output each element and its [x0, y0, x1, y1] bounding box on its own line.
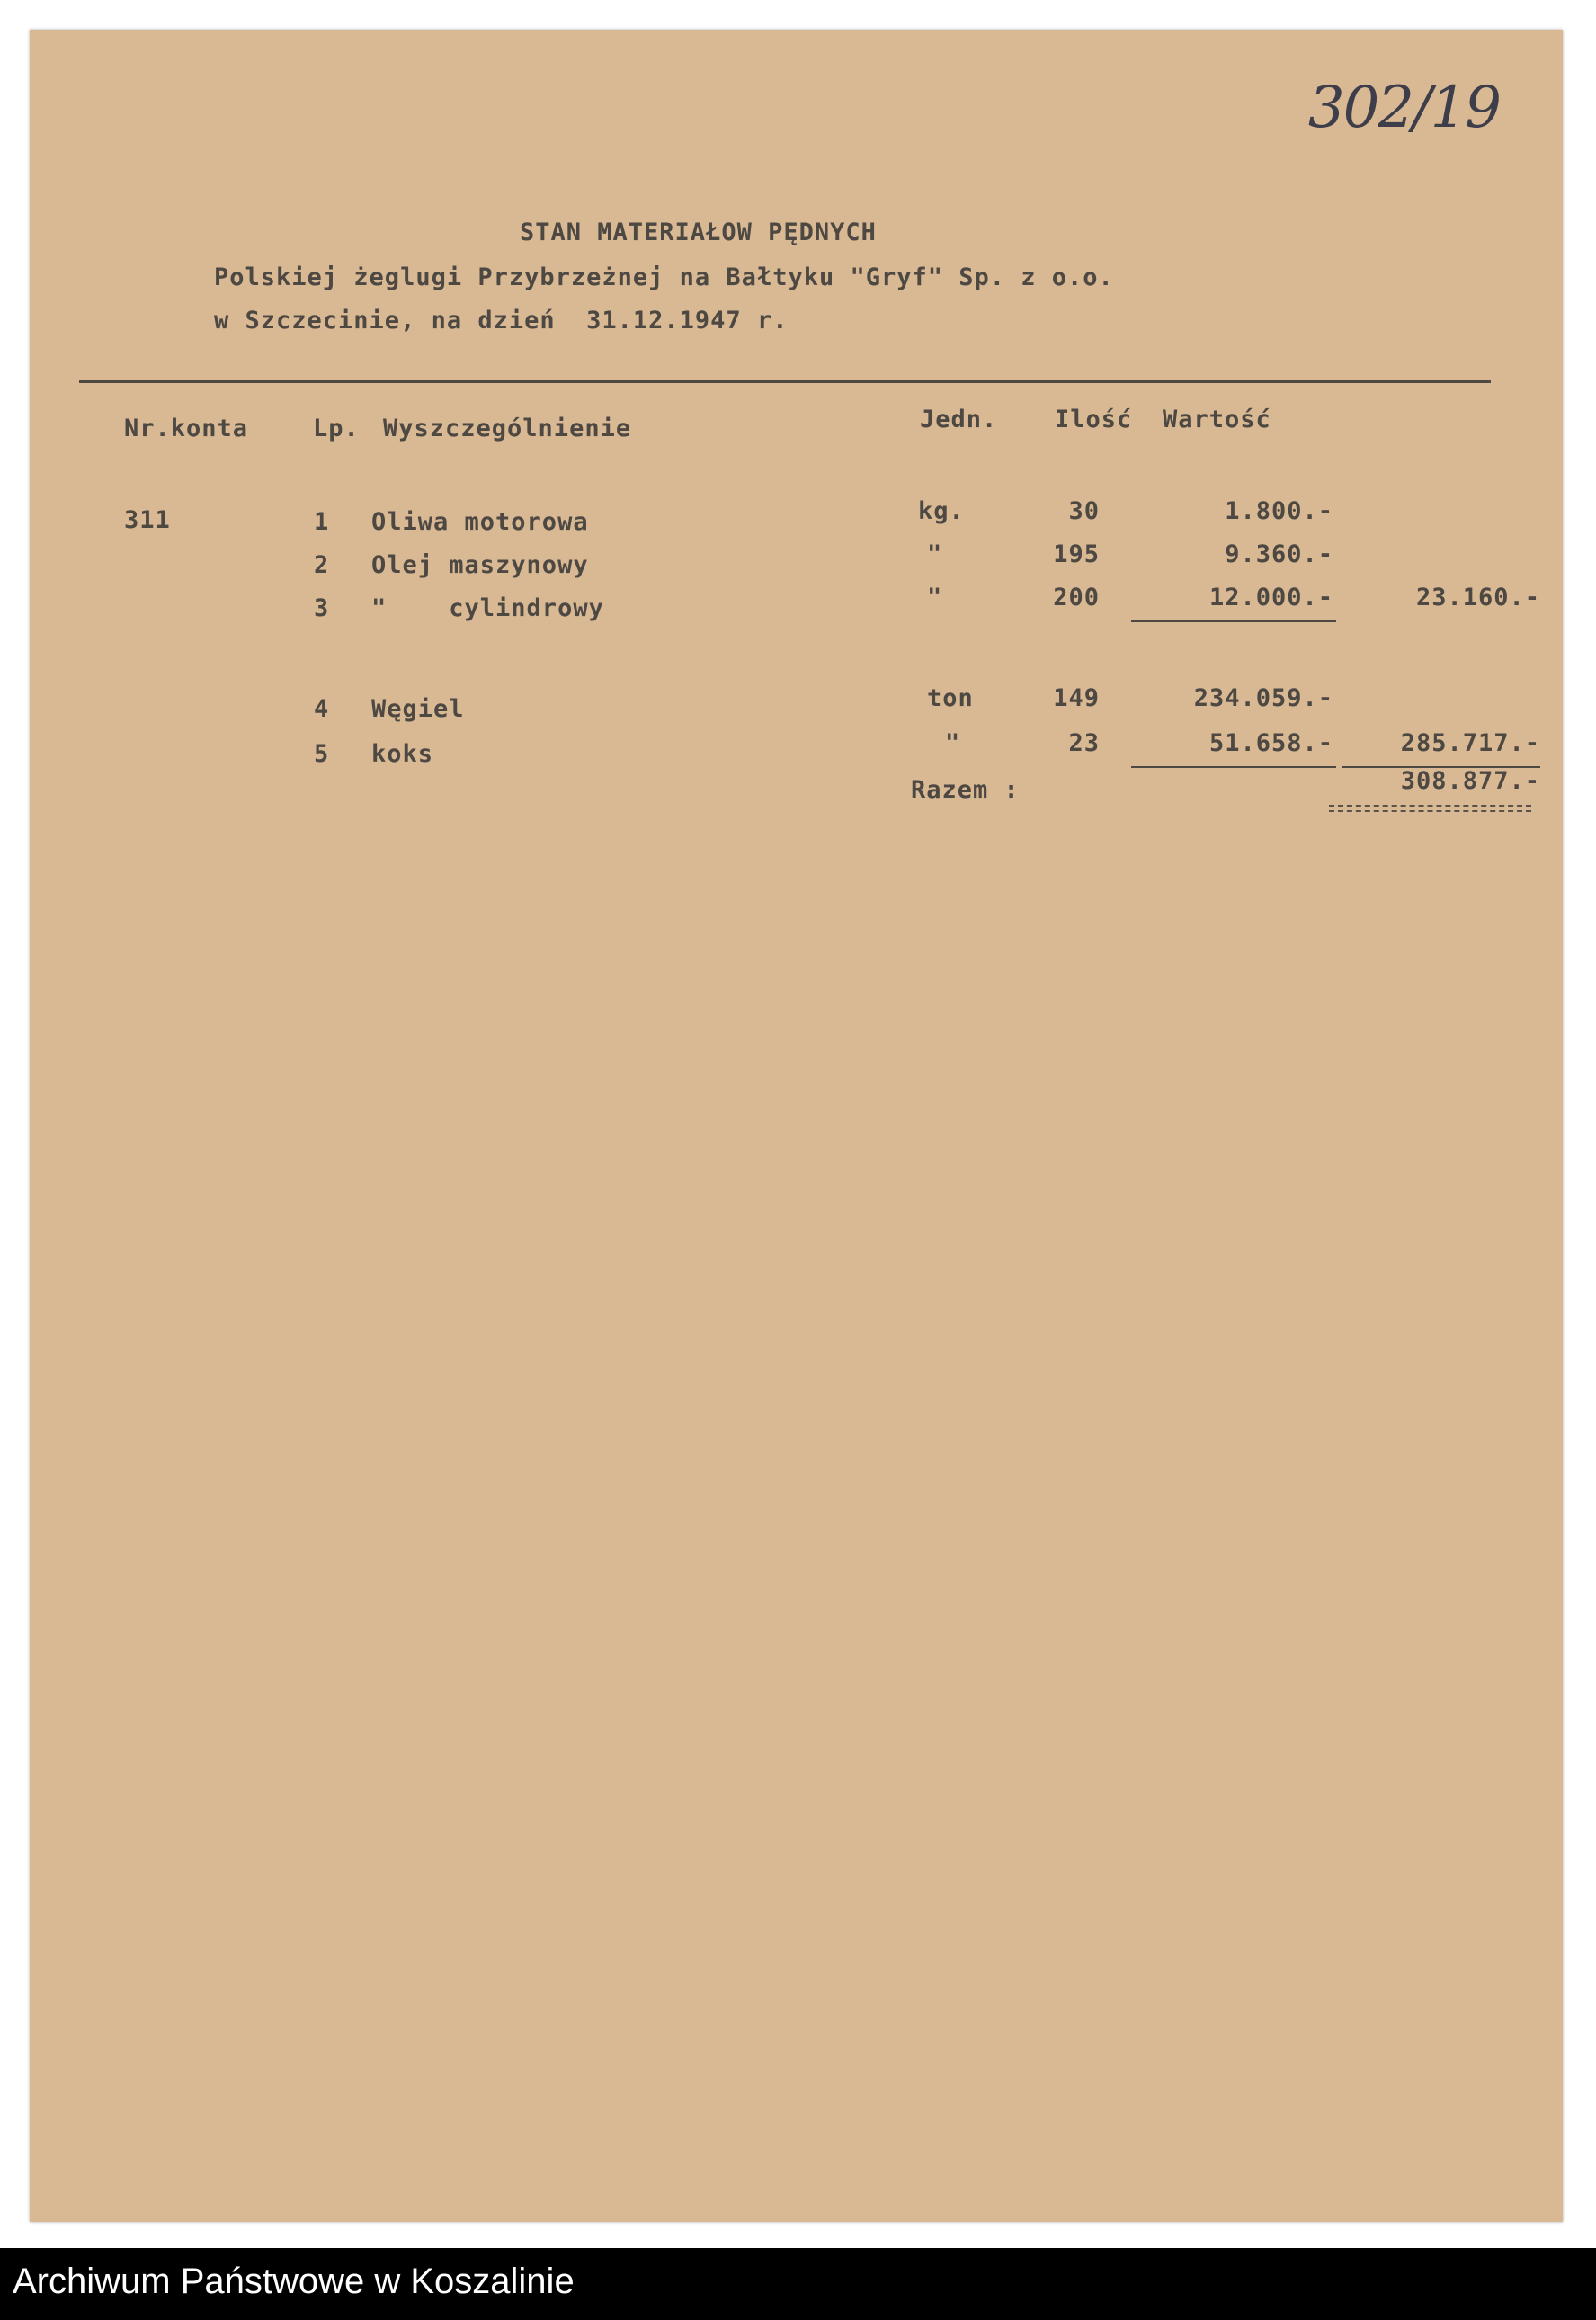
- row-3-unit: ": [927, 584, 943, 611]
- value-underline-2: [1131, 766, 1336, 768]
- document-title: STAN MATERIAŁOW PĘDNYCH: [520, 219, 877, 246]
- row-2-unit: ": [927, 540, 943, 568]
- row-5-unit: ": [945, 729, 961, 757]
- row-2-item: Olej maszynowy: [371, 551, 589, 579]
- row-1-unit: kg.: [918, 497, 965, 525]
- document-subtitle-line2: w Szczecinie, na dzień 31.12.1947 r.: [214, 307, 789, 335]
- row-4-value: 234.059.-: [1193, 684, 1333, 712]
- row-4-item: Węgiel: [371, 695, 465, 723]
- row-5-subtotal: 285.717.-: [1400, 729, 1540, 757]
- row-1-qty: 30: [1068, 497, 1100, 525]
- row-2-value: 9.360.-: [1225, 540, 1333, 568]
- row-5-value: 51.658.-: [1208, 729, 1333, 757]
- row-4-no: 4: [314, 695, 330, 723]
- total-label: Razem :: [911, 776, 1020, 804]
- total-double-underline: [1329, 805, 1531, 812]
- account-number: 311: [124, 506, 171, 534]
- row-4-qty: 149: [1053, 684, 1100, 712]
- archive-footer-bar: [0, 2248, 1596, 2320]
- row-2-qty: 195: [1053, 540, 1100, 568]
- row-2-no: 2: [314, 551, 330, 579]
- row-1-no: 1: [314, 508, 330, 536]
- document-page: [30, 30, 1563, 2222]
- row-5-qty: 23: [1068, 729, 1100, 757]
- document-subtitle-line1: Polskiej żeglugi Przybrzeżnej na Bałtyku "Gryf" Sp. z o.o.: [214, 263, 1114, 291]
- row-1-item: Oliwa motorowa: [371, 508, 589, 536]
- header-rule: [79, 380, 1491, 383]
- row-3-subtotal: 23.160.-: [1415, 584, 1540, 611]
- header-qty: Ilość: [1055, 406, 1133, 433]
- header-account: Nr.konta: [124, 415, 249, 442]
- row-3-item: " cylindrowy: [371, 594, 604, 622]
- row-1-value: 1.800.-: [1225, 497, 1333, 525]
- row-5-no: 5: [314, 740, 330, 768]
- header-value: Wartość: [1163, 406, 1271, 433]
- header-unit: Jedn.: [920, 406, 998, 433]
- header-no: Lp.: [313, 415, 360, 442]
- row-5-item: koks: [371, 740, 434, 768]
- subtotal-1-underline: [1131, 620, 1336, 622]
- row-3-no: 3: [314, 594, 330, 622]
- row-4-unit: ton: [927, 684, 974, 712]
- archive-number-handwritten: 302/19: [1307, 75, 1500, 141]
- row-3-value: 12.000.-: [1208, 584, 1333, 611]
- row-3-qty: 200: [1053, 584, 1100, 611]
- header-item: Wyszczególnienie: [383, 415, 632, 442]
- archive-footer-label: Archiwum Państwowe w Koszalinie: [13, 2262, 575, 2301]
- total-value: 308.877.-: [1400, 767, 1540, 795]
